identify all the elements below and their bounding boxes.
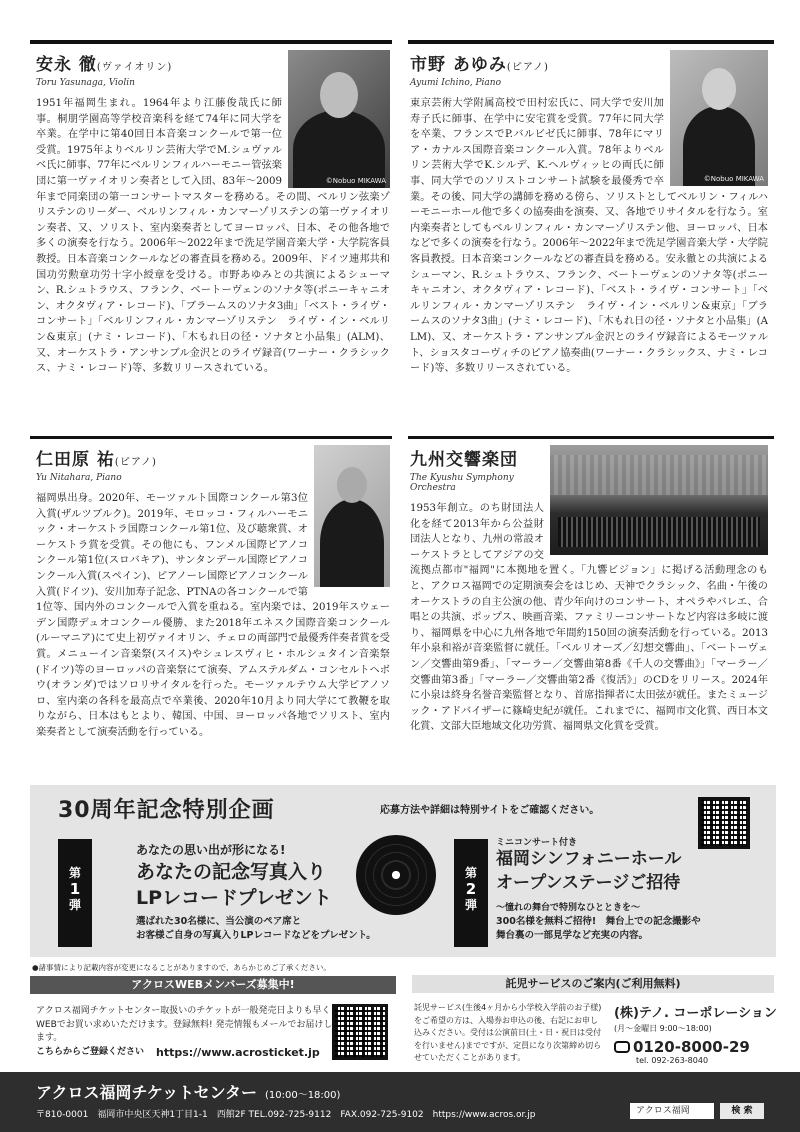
profile-kyushu [410,445,768,735]
profile-english-name: Ayumi Ichino, Piano [410,78,502,88]
profile-name: 九州交響楽団 [410,450,518,470]
profile-name: 安永 徹(ヴァイオリン) [36,55,173,75]
footer [0,1072,800,1132]
mid-rule-right [408,436,774,439]
photo-ichino [670,50,768,186]
photo-orchestra [550,445,768,555]
profile-ichino [410,50,768,377]
prize2-subtitle: ～憧れの舞台で特別なひとときを～ [496,903,641,913]
web-members-title: アクロスWEBメンバーズ募集中! [30,976,396,994]
prize2-title: 福岡シンフォニーホール オープンステージご招待 [496,849,682,893]
profile-name: 市野 あゆみ(ピアノ) [410,55,549,75]
prize1-badge: 第 1 弾 [58,839,92,947]
campaign-title: 30周年記念特別企画 [58,798,275,823]
freedial-icon [614,1041,630,1053]
prize1-title: あなたの記念写真入り LPレコードプレゼント [136,861,332,909]
prize2-mini: ミニコンサート付き [496,838,578,848]
nursery-description: 託児サービス(生後4ヶ月から小学校入学前のお子様)をご希望の方は、入場券お申込の後、右記にお申し込みください。受付は公演前日(土・日・祝日は受付を行いません)までですが、定員になり次第締め切らせていただくことがあります。 [414,1003,602,1062]
profile-bio: 福岡県出身。2020年、モーツァルト国際コンクール第3位入賞(ザルツブルク)。2019年、モロッコ・フィルハーモニック・オーケストラ国際コンクール第1位、及び聴衆賞、オーケストラ賞を受賞。その他にも、フンメル国際ピアノコンクール第1位(スロバキア)、サンタンデール国際ピアノコンクール入賞(スペイン)、ピアノーレ国際ピアノコンクール入賞(ドイツ)、安川加寿子記念、PTNAの各コンクールで第1位等、国内外のコンクールで入賞を重ねる。室内楽では、2019年スウェーデン国際デュオコンクール優勝、また2018年エネスク国際音楽コンクール(ルーマニア)にて史上初ヴァイオリン、チェロの両部門で最優秀伴奏者賞を受賞。メニューイン音楽祭(スイス)やシュレスヴィヒ・ホルシュタイン音楽祭(ドイツ)等のヨーロッパの音楽祭にて演奏、アムステルダム・コンセルトヘボウ(オランダ)ではソロリサイタルを行った。モーツァルテウム大学ピアノソロ、室内楽の各科を最高点で卒業後、2020年10月より同大学にて教鞭を取りながら、日本はもとより、韓国、中国、ヨーロッパ各地でソリスト、室内楽奏者として演奏活動を行っている。 [36,493,390,738]
profile-name: 仁田原 祐(ピアノ) [36,450,157,470]
search-input[interactable] [630,1103,714,1119]
prize2-badge: 第 2 弾 [454,839,488,947]
photo-credit: ©Nobuo MIKAWA [325,177,386,185]
photo-yasunaga [288,50,390,188]
web-members-description: アクロス福岡チケットセンター取扱いのチケットが一般発売日よりも早くWEBでお買い求めいただけます。登録無料! 発売情報もメールでお届けします。 こちらからご登録ください [36,1006,333,1057]
company-hours: (月～金曜日 9:00～18:00) [614,1024,712,1033]
freedial: 0120-8000-29 [614,1038,777,1056]
nursery-title: 託児サービスのご案内(ご利用無料) [412,975,774,993]
profile-bio: 1953年創立。のち財団法人化を経て2013年から公益財団法人となり、九州の常設オーケストラとしてアジアの交流拠点都市"福岡"に本拠地を置く。「九響ビジョン」に掲げる活動理念のもと、アクロス福岡での定期演奏会をはじめ、天神でクラシック、名曲・午後のオーケストラの自主公演の他、青少年向けのコンサート、オペラやバレエ、合唱との共演、ポップス、映画音楽、ファミリーコンサートなど内容は多岐に渡り、福岡県を中心に九州各地で年間約150回の演奏活動を行っている。2013年小泉和裕が音楽監督に就任。「ベルリオーズ／幻想交響曲」、「ベートーヴェン／交響曲第9番」、「マーラー／交響曲第8番《千人の交響曲》」「マーラー／交響曲第3番」「マーラー／交響曲第2番《復活》」のCDをリリース。2024年に小泉は終身名誉音楽監督となり、首席指揮者に太田弦が就任。またミュージック・アドバイザーに篠崎史紀が就任。これまでに、福岡市文化賞、西日本文化賞、文部大臣地域文化功労賞、福岡県文化賞を受賞。 [410,503,768,733]
lp-record-icon [356,835,436,915]
prize2-description: 300名様を無料ご招待! 舞台上での記念撮影や 舞台裏の一部見学など充実の内容。 [496,916,701,941]
ticket-center-address: 〒810-0001 福岡市中央区天神1丁目1-1 西館2F TEL.092-725-9112 FAX.092-725-9102 https://www.acros.or.jp [36,1110,536,1120]
search-button[interactable]: 検 索 [720,1103,764,1119]
top-rule-right [408,40,774,44]
profile-bio: 1951年福岡生まれ。1964年より江藤俊哉氏に師事。桐朋学園高等学校音楽科を経て74年に同大学を卒業。在学中に第40回日本音楽コンクールで第一位受賞。1975年よりベルリン芸術大学でM.シュヴァルベ氏に師事、77年にベルリンフィルハーモニー管弦楽団に第一ヴァイオリン奏者として入団、83年～2009年まで同楽団の第一コンサートマスターを務める。その間、ベルリン弦楽ゾリステンのリーダー、ベルリンフィル・カンマーゾリステンの第一ヴァイオリン奏者、又、ソリスト、室内楽奏者としてヨーロッパ、日本、その他各地で多くの演奏を行なう。2006年～2022年まで洗足学園音楽大学・大学院客員教授。日本音楽コンクールなどの審査員を務める。2009年、ドイツ連邦共和国功労勲章功労十字小綬章を受ける。市野あゆみとの共演によるシューマン、R.シュトラウス、フランク、ベートーヴェンのソナタ等(ポニーキャニオン、オクタヴィア・レコード)、「ブラームスのソナタ3曲」「ベスト・ライヴ・コンサート」「ベルリンフィル・カンマーゾリステン ライヴ・イン・ベルリン&東京」(ナミ・レコード)、「木もれ日の径・ソナタと小品集」(ALM)、又、オーケストラ・アンサンブル金沢とのライヴ録音(ワーナー・クラシックス、ナミ・レコード)等、多数リリースされている。 [36,98,390,375]
mid-rule-left [30,436,392,439]
profile-english-name: Yu Nitahara, Piano [36,473,122,483]
company-name: (株)テノ. コーポレーション [614,1006,777,1021]
web-qr-code-icon[interactable] [332,1004,388,1060]
web-members-url[interactable]: https://www.acrosticket.jp [156,1046,320,1059]
company-tel: tel. 092-263-8040 [636,1056,709,1065]
profile-english-name: Toru Yasunaga, Violin [36,78,135,88]
prize1-description: 選ばれた30名様に、当公演のペア席と お客様ご自身の写真入りLPレコードなどをプレゼント。 [136,916,376,941]
photo-credit: ©Nobuo MIKAWA [703,175,764,183]
ticket-center-title: アクロス福岡チケットセンター (10:00～18:00) [36,1083,341,1102]
qr-code-icon[interactable] [698,797,750,849]
profile-nitahara [36,445,390,741]
photo-nitahara [314,445,390,587]
nursery-contact [614,1002,777,1065]
profile-bio: 東京芸術大学附属高校で田村宏氏に、同大学で安川加寿子氏に師事、在学中に安宅賞を受賞。77年に同大学を卒業、フランスでP.バルビゼ氏に師事、78年にマリア・カナルス国際音楽コンクール入賞。78年よりベルリン芸術大学でK.シルデ、K.ヘルヴィッヒの両氏に師事、同大学でのソリストコンサート試験を最優秀で卒業。その後、同大学の講師を務める傍ら、ソリストとしてベルリン・フィルハーモニーホール他で多くの協奏曲を演奏、又、各地でリサイタルを行なう。室内楽奏者としてもベルリンフィル・カンマーゾリステン他、ヨーロッパ、日本などで多くの演奏を行なう。2006年～2022年まで洗足学園音楽大学・大学院客員教授。日本音楽コンクールなどの審査員を務める。安永徹との共演によるシューマン、R.シュトラウス、フランク、ベートーヴェンのソナタ等(ポニーキャニオン、オクタヴィア・レコード)、「ベスト・ライヴ・コンサート」「ベルリンフィル・カンマーゾリステン ライヴ・イン・ベルリン&東京」「ブラームスのソナタ3曲」(ナミ・レコード)、「木もれ日の径・ソナタと小品集」(ALM)、又、オーケストラ・アンサンブル金沢とのライヴ録音によるモーツァルト、ショスタコーヴィチのピアノ協奏曲(ワーナー・クラシックス、ナミ・レコード)等、多数リリースされている。 [410,98,768,375]
top-rule-left [30,40,392,44]
anniversary-campaign [30,785,776,957]
prize1-subtitle: あなたの思い出が形になる! [136,843,286,857]
change-notice: ●諸事情により記載内容が変更になることがありますので、あらかじめご了承ください。 [32,963,331,972]
profile-yasunaga [36,50,390,377]
campaign-note: 応募方法や詳細は特別サイトをご確認ください。 [380,805,600,816]
profile-english-name: The Kyushu Symphony Orchestra [410,473,514,493]
